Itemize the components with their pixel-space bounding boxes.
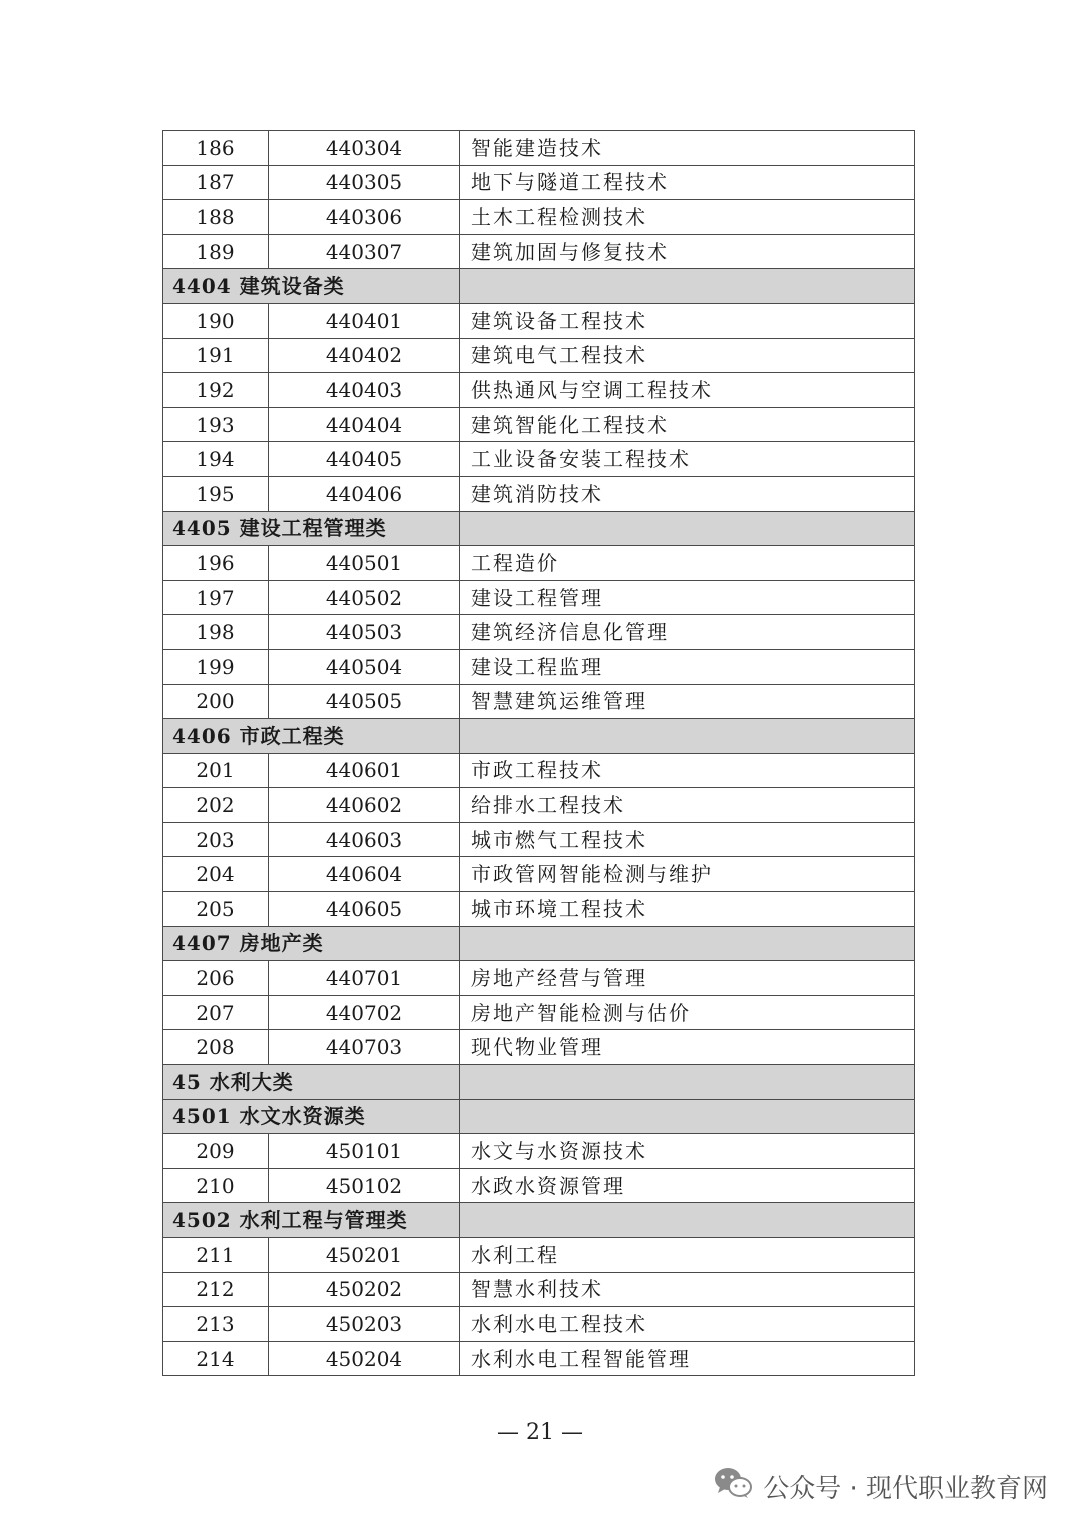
table-row: [163, 1168, 915, 1203]
code-cell: 440503: [269, 615, 460, 650]
category-empty-cell: [460, 511, 915, 546]
specialty-catalog-table: [162, 130, 915, 1376]
table-row: [163, 407, 915, 442]
seq-cell: 210: [163, 1168, 269, 1203]
table-row: [163, 131, 915, 166]
name-cell: 建筑智能化工程技术: [460, 407, 915, 442]
table-row: [163, 1134, 915, 1169]
code-cell: 440405: [269, 442, 460, 477]
seq-cell: 192: [163, 373, 269, 408]
category-empty-cell: [460, 269, 915, 304]
table-row: [163, 1030, 915, 1065]
category-row: [163, 719, 915, 754]
seq-cell: 211: [163, 1238, 269, 1273]
code-cell: 440701: [269, 961, 460, 996]
table-row: [163, 615, 915, 650]
category-label: 4405 建设工程管理类: [163, 511, 460, 546]
table-row: [163, 788, 915, 823]
category-label: 4406 市政工程类: [163, 719, 460, 754]
code-cell: 440505: [269, 684, 460, 719]
table-row: [163, 580, 915, 615]
code-cell: 440603: [269, 822, 460, 857]
category-row: [163, 1203, 915, 1238]
name-cell: 建筑消防技术: [460, 476, 915, 511]
seq-cell: 208: [163, 1030, 269, 1065]
code-cell: 440703: [269, 1030, 460, 1065]
seq-cell: 187: [163, 165, 269, 200]
code-cell: 440402: [269, 338, 460, 373]
code-cell: 450203: [269, 1307, 460, 1342]
category-label: 4501 水文水资源类: [163, 1099, 460, 1134]
category-empty-cell: [460, 1065, 915, 1100]
category-empty-cell: [460, 1099, 915, 1134]
code-cell: 440307: [269, 234, 460, 269]
name-cell: 土木工程检测技术: [460, 200, 915, 235]
table-row: [163, 338, 915, 373]
seq-cell: 198: [163, 615, 269, 650]
table-row: [163, 1238, 915, 1273]
name-cell: 现代物业管理: [460, 1030, 915, 1065]
name-cell: 建设工程监理: [460, 649, 915, 684]
code-cell: 440306: [269, 200, 460, 235]
table-row: [163, 200, 915, 235]
name-cell: 建筑设备工程技术: [460, 303, 915, 338]
code-cell: 440602: [269, 788, 460, 823]
seq-cell: 197: [163, 580, 269, 615]
category-empty-cell: [460, 926, 915, 961]
code-cell: 440702: [269, 995, 460, 1030]
code-cell: 440305: [269, 165, 460, 200]
name-cell: 水利工程: [460, 1238, 915, 1273]
code-cell: 450101: [269, 1134, 460, 1169]
code-cell: 440601: [269, 753, 460, 788]
category-label: 4404 建筑设备类: [163, 269, 460, 304]
watermark-text: 公众号 · 现代职业教育网: [763, 1473, 1048, 1504]
code-cell: 440403: [269, 373, 460, 408]
seq-cell: 188: [163, 200, 269, 235]
code-cell: 440401: [269, 303, 460, 338]
code-cell: 440502: [269, 580, 460, 615]
category-label: 4407 房地产类: [163, 926, 460, 961]
table-row: [163, 995, 915, 1030]
table-row: [163, 684, 915, 719]
name-cell: 水文与水资源技术: [460, 1134, 915, 1169]
category-empty-cell: [460, 1203, 915, 1238]
name-cell: 建筑加固与修复技术: [460, 234, 915, 269]
name-cell: 水政水资源管理: [460, 1168, 915, 1203]
code-cell: 440304: [269, 131, 460, 166]
name-cell: 智能建造技术: [460, 131, 915, 166]
code-cell: 450102: [269, 1168, 460, 1203]
seq-cell: 186: [163, 131, 269, 166]
table-body: [163, 131, 915, 1376]
wechat-icon: [713, 1466, 753, 1507]
name-cell: 智慧水利技术: [460, 1272, 915, 1307]
code-cell: 450202: [269, 1272, 460, 1307]
seq-cell: 193: [163, 407, 269, 442]
table-row: [163, 822, 915, 857]
code-cell: 440404: [269, 407, 460, 442]
name-cell: 工业设备安装工程技术: [460, 442, 915, 477]
name-cell: 市政管网智能检测与维护: [460, 857, 915, 892]
table-row: [163, 1341, 915, 1376]
seq-cell: 213: [163, 1307, 269, 1342]
category-label: 4502 水利工程与管理类: [163, 1203, 460, 1238]
seq-cell: 201: [163, 753, 269, 788]
name-cell: 房地产经营与管理: [460, 961, 915, 996]
seq-cell: 195: [163, 476, 269, 511]
seq-cell: 205: [163, 892, 269, 927]
code-cell: 450204: [269, 1341, 460, 1376]
seq-cell: 189: [163, 234, 269, 269]
category-row: [163, 511, 915, 546]
seq-cell: 200: [163, 684, 269, 719]
code-cell: 440605: [269, 892, 460, 927]
name-cell: 水利水电工程智能管理: [460, 1341, 915, 1376]
table-row: [163, 303, 915, 338]
watermark: [713, 1466, 1048, 1506]
table-row: [163, 165, 915, 200]
table-row: [163, 234, 915, 269]
table-row: [163, 546, 915, 581]
code-cell: 440604: [269, 857, 460, 892]
name-cell: 水利水电工程技术: [460, 1307, 915, 1342]
category-row: [163, 926, 915, 961]
category-label: 45 水利大类: [163, 1065, 460, 1100]
table-row: [163, 961, 915, 996]
name-cell: 房地产智能检测与估价: [460, 995, 915, 1030]
name-cell: 智慧建筑运维管理: [460, 684, 915, 719]
code-cell: 440406: [269, 476, 460, 511]
code-cell: 440504: [269, 649, 460, 684]
category-row: [163, 1099, 915, 1134]
seq-cell: 212: [163, 1272, 269, 1307]
seq-cell: 206: [163, 961, 269, 996]
seq-cell: 207: [163, 995, 269, 1030]
table-row: [163, 1307, 915, 1342]
name-cell: 工程造价: [460, 546, 915, 581]
name-cell: 城市燃气工程技术: [460, 822, 915, 857]
table-row: [163, 857, 915, 892]
seq-cell: 203: [163, 822, 269, 857]
major-category-row: [163, 1065, 915, 1100]
name-cell: 供热通风与空调工程技术: [460, 373, 915, 408]
table-row: [163, 892, 915, 927]
code-cell: 450201: [269, 1238, 460, 1273]
name-cell: 给排水工程技术: [460, 788, 915, 823]
category-empty-cell: [460, 719, 915, 754]
table-row: [163, 373, 915, 408]
seq-cell: 204: [163, 857, 269, 892]
name-cell: 城市环境工程技术: [460, 892, 915, 927]
code-cell: 440501: [269, 546, 460, 581]
table-row: [163, 442, 915, 477]
category-row: [163, 269, 915, 304]
seq-cell: 191: [163, 338, 269, 373]
seq-cell: 190: [163, 303, 269, 338]
table-row: [163, 649, 915, 684]
seq-cell: 199: [163, 649, 269, 684]
seq-cell: 214: [163, 1341, 269, 1376]
seq-cell: 209: [163, 1134, 269, 1169]
seq-cell: 202: [163, 788, 269, 823]
name-cell: 建筑经济信息化管理: [460, 615, 915, 650]
seq-cell: 196: [163, 546, 269, 581]
table-row: [163, 1272, 915, 1307]
name-cell: 地下与隧道工程技术: [460, 165, 915, 200]
table-row: [163, 753, 915, 788]
seq-cell: 194: [163, 442, 269, 477]
page-number: — 21 —: [497, 1420, 583, 1445]
table-row: [163, 476, 915, 511]
name-cell: 市政工程技术: [460, 753, 915, 788]
name-cell: 建设工程管理: [460, 580, 915, 615]
name-cell: 建筑电气工程技术: [460, 338, 915, 373]
